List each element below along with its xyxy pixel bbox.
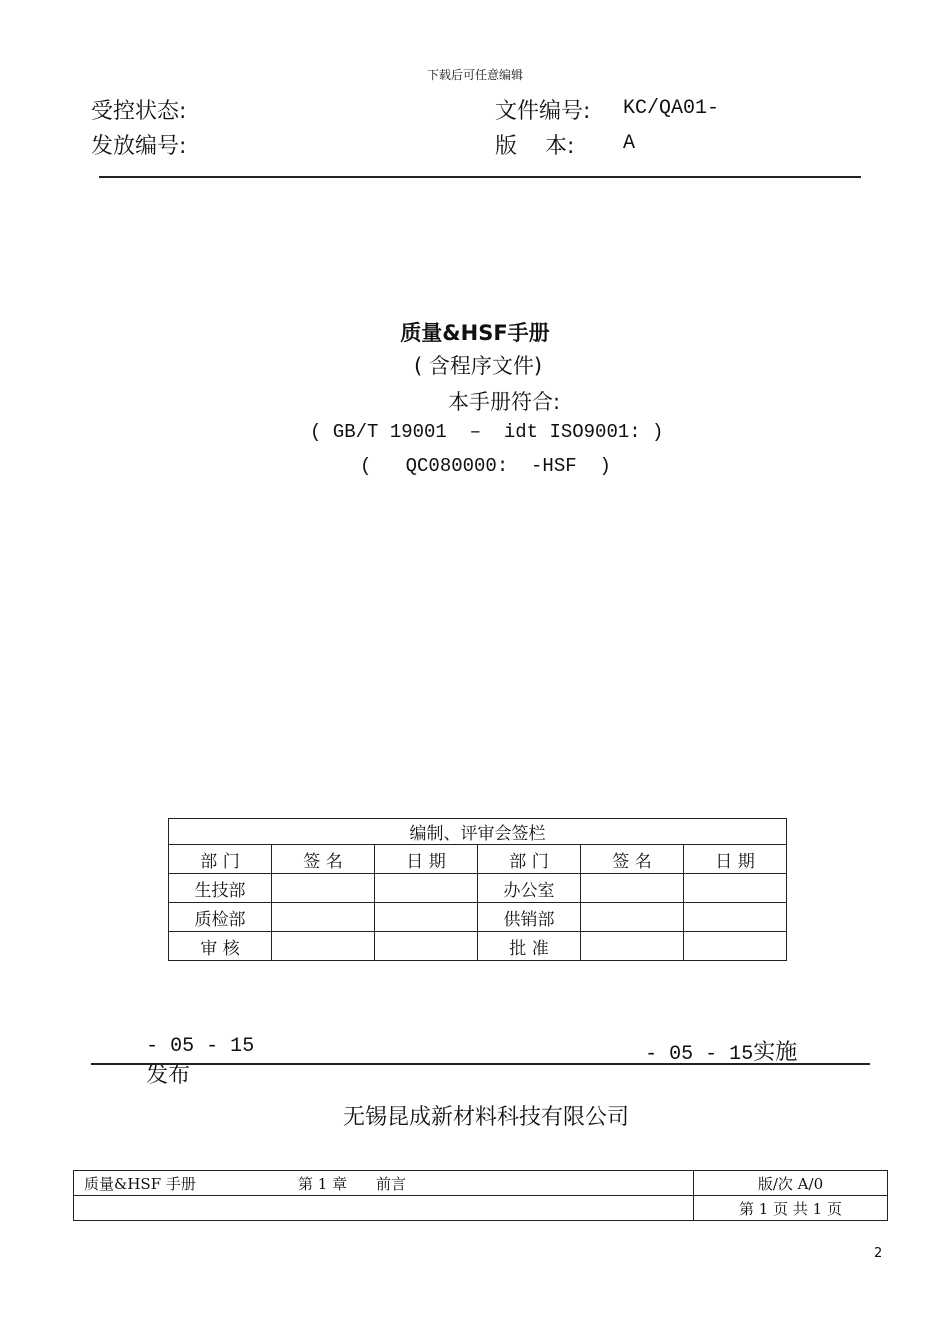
- signature-table: [168, 818, 787, 961]
- sign-cell: [272, 903, 375, 932]
- sign-cell: [581, 932, 684, 961]
- signature-table-caption: 编制、评审会签栏: [169, 819, 787, 845]
- sign-cell: [581, 903, 684, 932]
- watermark: 下载后可任意编辑: [426, 68, 523, 82]
- table-row: [169, 874, 787, 903]
- company-name: 无锡昆成新材料科技有限公司: [342, 1105, 629, 1130]
- date-cell: [375, 903, 478, 932]
- issue-number-label: 发放编号:: [91, 134, 187, 159]
- standard-qc: ( QC080000: -HSF ): [360, 455, 611, 477]
- header-sign: 签 名: [272, 845, 375, 874]
- effective-label: 实施: [753, 1040, 798, 1065]
- dept-cell: 质检部: [169, 903, 272, 932]
- doc-number-label: 文件编号:: [495, 99, 591, 124]
- table-row: [169, 932, 787, 961]
- standard-gbt: ( GB/T 19001 – idt ISO9001: ): [310, 421, 664, 443]
- date-cell: [375, 874, 478, 903]
- header-dept: 部 门: [478, 845, 581, 874]
- date-cell: [684, 932, 787, 961]
- sign-cell: [272, 874, 375, 903]
- effective-date-number: - 05 - 15: [645, 1043, 754, 1066]
- page-number: 2: [874, 1246, 883, 1261]
- date-cell: [684, 874, 787, 903]
- publish-date-number: - 05 - 15: [146, 1035, 255, 1058]
- publish-label: 发布: [146, 1063, 191, 1088]
- footer-manual: 质量&HSF 手册: [84, 1174, 196, 1193]
- control-status-label: 受控状态:: [91, 99, 187, 124]
- header-date: 日 期: [684, 845, 787, 874]
- effective-date: [635, 1016, 797, 1066]
- header-dept: 部 门: [169, 845, 272, 874]
- company-divider: [91, 1063, 870, 1065]
- publish-date: [136, 1016, 254, 1089]
- date-cell: [375, 932, 478, 961]
- dept-cell: 供销部: [478, 903, 581, 932]
- footer-chapter: 第 1 章: [298, 1174, 348, 1193]
- dept-cell: 审 核: [169, 932, 272, 961]
- version-label: 版 本:: [495, 134, 575, 159]
- footer-chapter-title: 前言: [376, 1174, 407, 1193]
- manual-subtitle: ( 含程序文件): [414, 354, 543, 378]
- header-date: 日 期: [375, 845, 478, 874]
- footer-empty-cell: [74, 1196, 694, 1221]
- doc-number-value: KC/QA01-: [623, 97, 720, 120]
- dept-cell: 生技部: [169, 874, 272, 903]
- footer-table: [73, 1170, 888, 1221]
- comply-label: 本手册符合:: [448, 390, 561, 414]
- manual-title: 质量&HSF手册: [400, 321, 550, 345]
- sign-cell: [272, 932, 375, 961]
- dept-cell: 批 准: [478, 932, 581, 961]
- dept-cell: 办公室: [478, 874, 581, 903]
- footer-version: 版/次 A/0: [694, 1171, 888, 1196]
- version-value: A: [623, 132, 636, 155]
- header-sign: 签 名: [581, 845, 684, 874]
- header-divider: [99, 176, 861, 178]
- table-row: [169, 903, 787, 932]
- sign-cell: [581, 874, 684, 903]
- table-header-row: [169, 845, 787, 874]
- footer-title-cell: [74, 1171, 694, 1196]
- date-cell: [684, 903, 787, 932]
- footer-page: 第 1 页 共 1 页: [694, 1196, 888, 1221]
